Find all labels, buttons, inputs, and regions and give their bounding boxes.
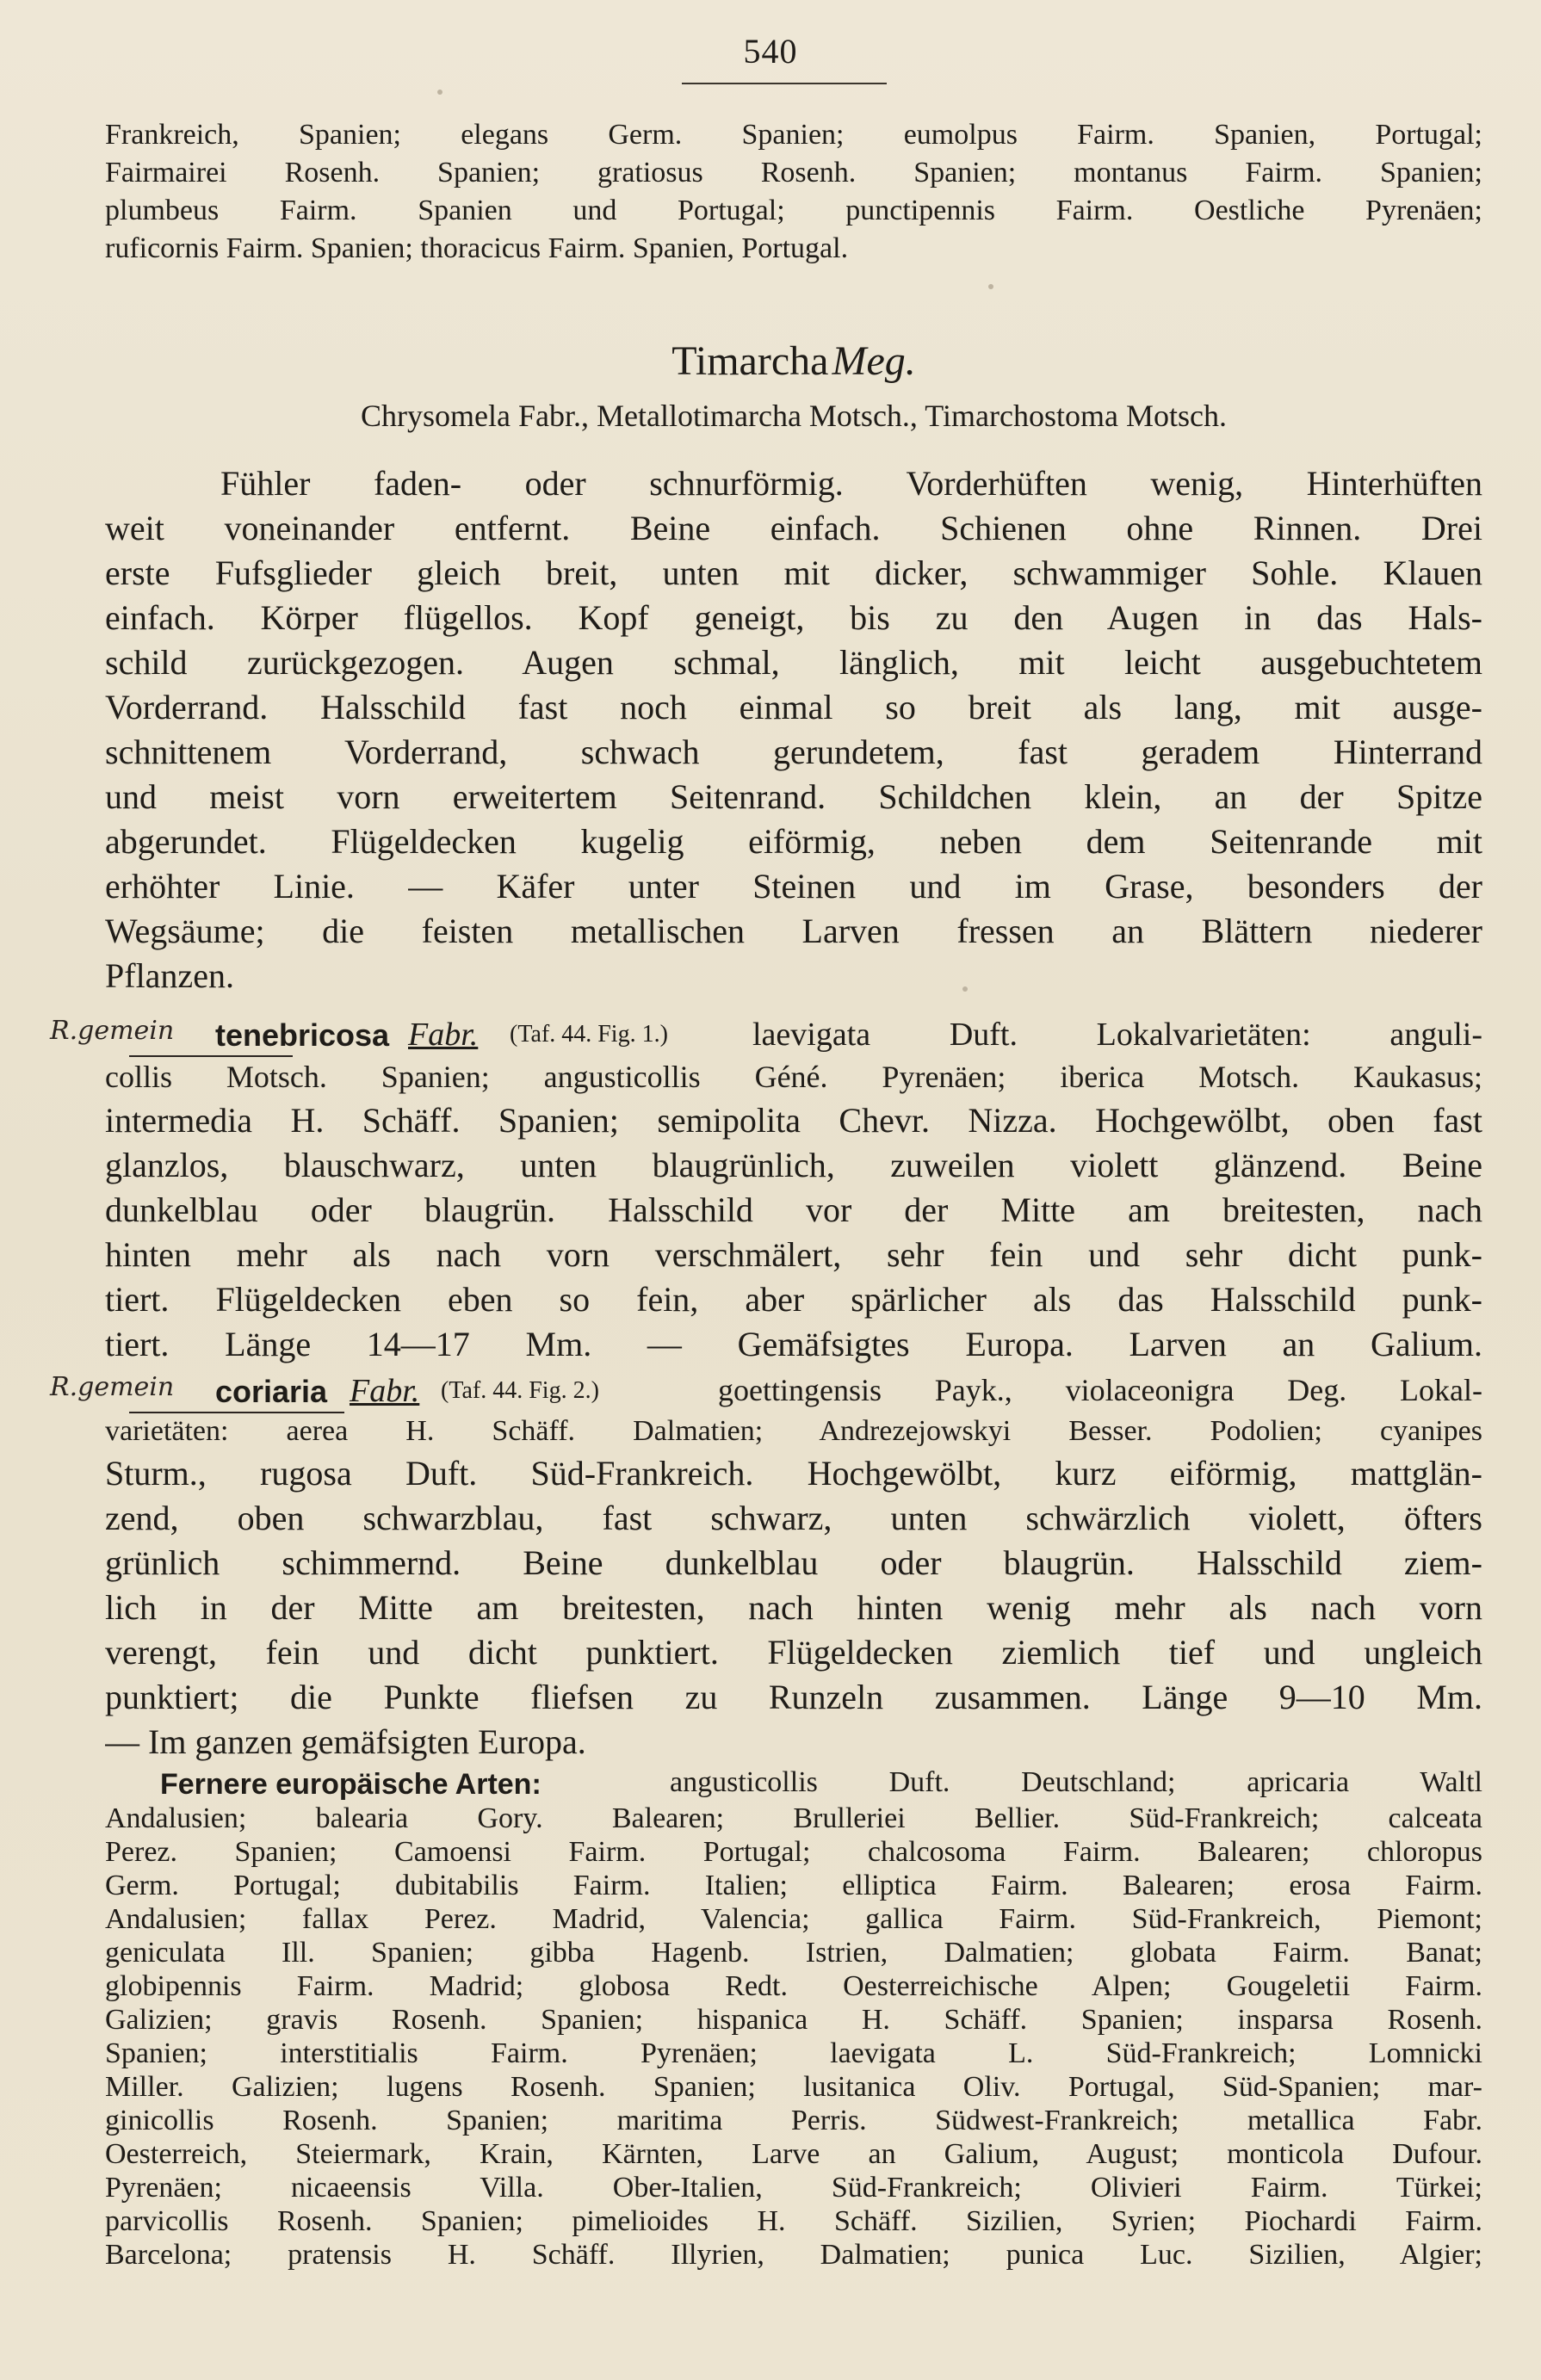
further-species-line: Germ. Portugal; dubitabilis Fairm. Italien; elliptica Fairm. Balearen; erosa Fairm. — [105, 1871, 1482, 1901]
genus-synonyms: Chrysomela Fabr., Metallotimarcha Motsch., Timarchostoma Motsch. — [361, 399, 1227, 433]
description-line: schnittenem Vorderrand, schwach gerundetem, fast geradem Hinterrand — [105, 733, 1482, 771]
intro-line: Fairmairei Rosenh. Spanien; gratiosus Rosenh. Spanien; montanus Fairm. Spanien; — [105, 158, 1482, 189]
description-line: erste Fufsglieder gleich breit, unten mit dicker, schwammiger Sohle. Klauen — [105, 553, 1482, 592]
species-entry-tenebricosa — [105, 1016, 1482, 1367]
description-line: abgerundet. Flügeldecken kugelig eiförmig, neben dem Seitenrande mit — [105, 822, 1482, 861]
species-text-line: Sturm., rugosa Duft. Süd-Frankreich. Hochgewölbt, kurz eiförmig, mattglän- — [105, 1454, 1482, 1493]
plate-reference: (Taf. 44. Fig. 2.) — [441, 1377, 599, 1404]
species-text-line: tiert. Flügeldecken eben so fein, aber spärlicher als das Halsschild punk- — [105, 1280, 1482, 1319]
handwritten-underline — [129, 1055, 293, 1057]
plate-reference: (Taf. 44. Fig. 1.) — [510, 1021, 668, 1048]
description-line: schild zurückgezogen. Augen schmal, länglich, mit leicht ausgebuchtetem — [105, 643, 1482, 682]
species-text-line: glanzlos, blauschwarz, unten blaugrünlich, zuweilen violett glänzend. Beine — [105, 1146, 1482, 1184]
description-line: und meist vorn erweitertem Seitenrand. Schildchen klein, an der Spitze — [105, 777, 1482, 816]
further-species-line: Miller. Galizien; lugens Rosenh. Spanien; lusitanica Oliv. Portugal, Süd-Spanien; mar- — [105, 2073, 1482, 2103]
species-text-line: intermedia H. Schäff. Spanien; semipolita Chevr. Nizza. Hochgewölbt, oben fast — [105, 1101, 1482, 1140]
further-species-line: Galizien; gravis Rosenh. Spanien; hispanica H. Schäff. Spanien; insparsa Rosenh. — [105, 2006, 1482, 2036]
description-line: einfach. Körper flügellos. Kopf geneigt, bis zu den Augen in das Hals- — [105, 598, 1482, 637]
intro-line: plumbeus Fairm. Spanien und Portugal; punctipennis Fairm. Oestliche Pyrenäen; — [105, 196, 1482, 226]
species-text-line: tiert. Länge 14—17 Mm. — Gemäfsigtes Europa. Larven an Galium. — [105, 1325, 1482, 1363]
species-text-line: goettingensis Payk., violaceonigra Deg. Lokal- — [718, 1373, 1482, 1407]
further-species-heading: Fernere europäische Arten: — [160, 1768, 542, 1801]
species-text-line: — Im ganzen gemäfsigten Europa. — [105, 1722, 586, 1761]
further-species-header-line — [105, 1766, 1482, 1804]
further-species-line: geniculata Ill. Spanien; gibba Hagenb. Istrien, Dalmatien; globata Fairm. Banat; — [105, 1938, 1482, 1969]
intro-line: Frankreich, Spanien; elegans Germ. Spanien; eumolpus Fairm. Spanien, Portugal; — [105, 121, 1482, 151]
species-text-line: verengt, fein und dicht punktiert. Flügeldecken ziemlich tief und ungleich — [105, 1633, 1482, 1672]
intro-paragraph — [105, 121, 1482, 272]
description-line: Wegsäume; die feisten metallischen Larven fressen an Blättern niederer — [105, 912, 1482, 950]
description-line: Fühler faden- oder schnurförmig. Vorderhüften wenig, Hinterhüften — [220, 464, 1482, 503]
species-header-line — [105, 1016, 1482, 1055]
species-author: Fabr. — [408, 1017, 479, 1053]
further-species-line: Barcelona; pratensis H. Schäff. Illyrien, Dalmatien; punica Luc. Sizilien, Algier; — [105, 2241, 1482, 2271]
further-species-line: globipennis Fairm. Madrid; globosa Redt. Oesterreichische Alpen; Gougeletii Fairm. — [105, 1972, 1482, 2002]
species-text-line: collis Motsch. Spanien; angusticollis Géné. Pyrenäen; iberica Motsch. Kaukasus; — [105, 1060, 1482, 1094]
header-rule — [682, 83, 887, 84]
species-name: tenebricosa — [215, 1017, 390, 1053]
further-species-line: Spanien; interstitialis Fairm. Pyrenäen; laevigata L. Süd-Frankreich; Lomnicki — [105, 2039, 1482, 2069]
handwritten-underline — [129, 1412, 344, 1413]
species-name: coriaria — [215, 1374, 328, 1409]
species-header-line — [105, 1372, 1482, 1412]
genus-author: Meg. — [832, 338, 916, 384]
further-species-line: Andalusien; balearia Gory. Balearen; Brulleriei Bellier. Süd-Frankreich; calceata — [105, 1804, 1482, 1834]
species-text-line: lich in der Mitte am breitesten, nach hinten wenig mehr als nach vorn — [105, 1588, 1482, 1627]
paper-speck — [437, 90, 442, 95]
species-text-line: varietäten: aerea H. Schäff. Dalmatien; Andrezejowskyi Besser. Podolien; cyanipes — [105, 1415, 1482, 1447]
paper-speck — [962, 986, 968, 992]
description-line: Vorderrand. Halsschild fast noch einmal so breit als lang, mit ausge- — [105, 688, 1482, 726]
species-text-line: hinten mehr als nach vorn verschmälert, sehr fein und sehr dicht punk- — [105, 1235, 1482, 1274]
further-species-list — [105, 1766, 1482, 2274]
genus-description — [105, 461, 1482, 998]
further-species-line: ginicollis Rosenh. Spanien; maritima Perris. Südwest-Frankreich; metallica Fabr. — [105, 2106, 1482, 2136]
further-species-line: Perez. Spanien; Camoensi Fairm. Portugal; chalcosoma Fairm. Balearen; chloropus — [105, 1838, 1482, 1868]
species-author: Fabr. — [350, 1373, 420, 1409]
genus-title: Timarcha — [671, 338, 829, 384]
description-line: Pflanzen. — [105, 956, 234, 995]
intro-line: ruficornis Fairm. Spanien; thoracicus Fairm. Spanien, Portugal. — [105, 234, 849, 264]
further-species-line: angusticollis Duft. Deutschland; apricaria Waltl — [670, 1766, 1482, 1798]
further-species-line: parvicollis Rosenh. Spanien; pimelioides H. Schäff. Sizilien, Syrien; Piochardi Fairm. — [105, 2207, 1482, 2237]
species-entry-coriaria — [105, 1372, 1482, 1765]
species-text-line: laevigata Duft. Lokalvarietäten: anguli- — [752, 1017, 1482, 1053]
paper-speck — [988, 284, 993, 289]
description-line: erhöhter Linie. — Käfer unter Steinen und im Grase, besonders der — [105, 867, 1482, 906]
species-text-line: grünlich schimmernd. Beine dunkelblau oder blaugrün. Halsschild ziem- — [105, 1543, 1482, 1582]
description-line: weit voneinander entfernt. Beine einfach. Schienen ohne Rinnen. Drei — [105, 509, 1482, 547]
species-text-line: dunkelblau oder blaugrün. Halsschild vor der Mitte am breitesten, nach — [105, 1190, 1482, 1229]
further-species-line: Andalusien; fallax Perez. Madrid, Valencia; gallica Fairm. Süd-Frankreich, Piemont; — [105, 1905, 1482, 1935]
further-species-line: Oesterreich, Steiermark, Krain, Kärnten, Larve an Galium, August; monticola Dufour. — [105, 2140, 1482, 2170]
further-species-line: Pyrenäen; nicaeensis Villa. Ober-Italien, Süd-Frankreich; Olivieri Fairm. Türkei; — [105, 2173, 1482, 2204]
species-text-line: zend, oben schwarzblau, fast schwarz, unten schwärzlich violett, öfters — [105, 1499, 1482, 1537]
genus-heading — [105, 337, 1482, 385]
page-number: 540 — [743, 32, 798, 71]
handwritten-note: R.gemein — [50, 1016, 175, 1046]
handwritten-note: R.gemein — [50, 1372, 175, 1402]
species-text-line: punktiert; die Punkte fliefsen zu Runzeln zusammen. Länge 9—10 Mm. — [105, 1678, 1482, 1716]
